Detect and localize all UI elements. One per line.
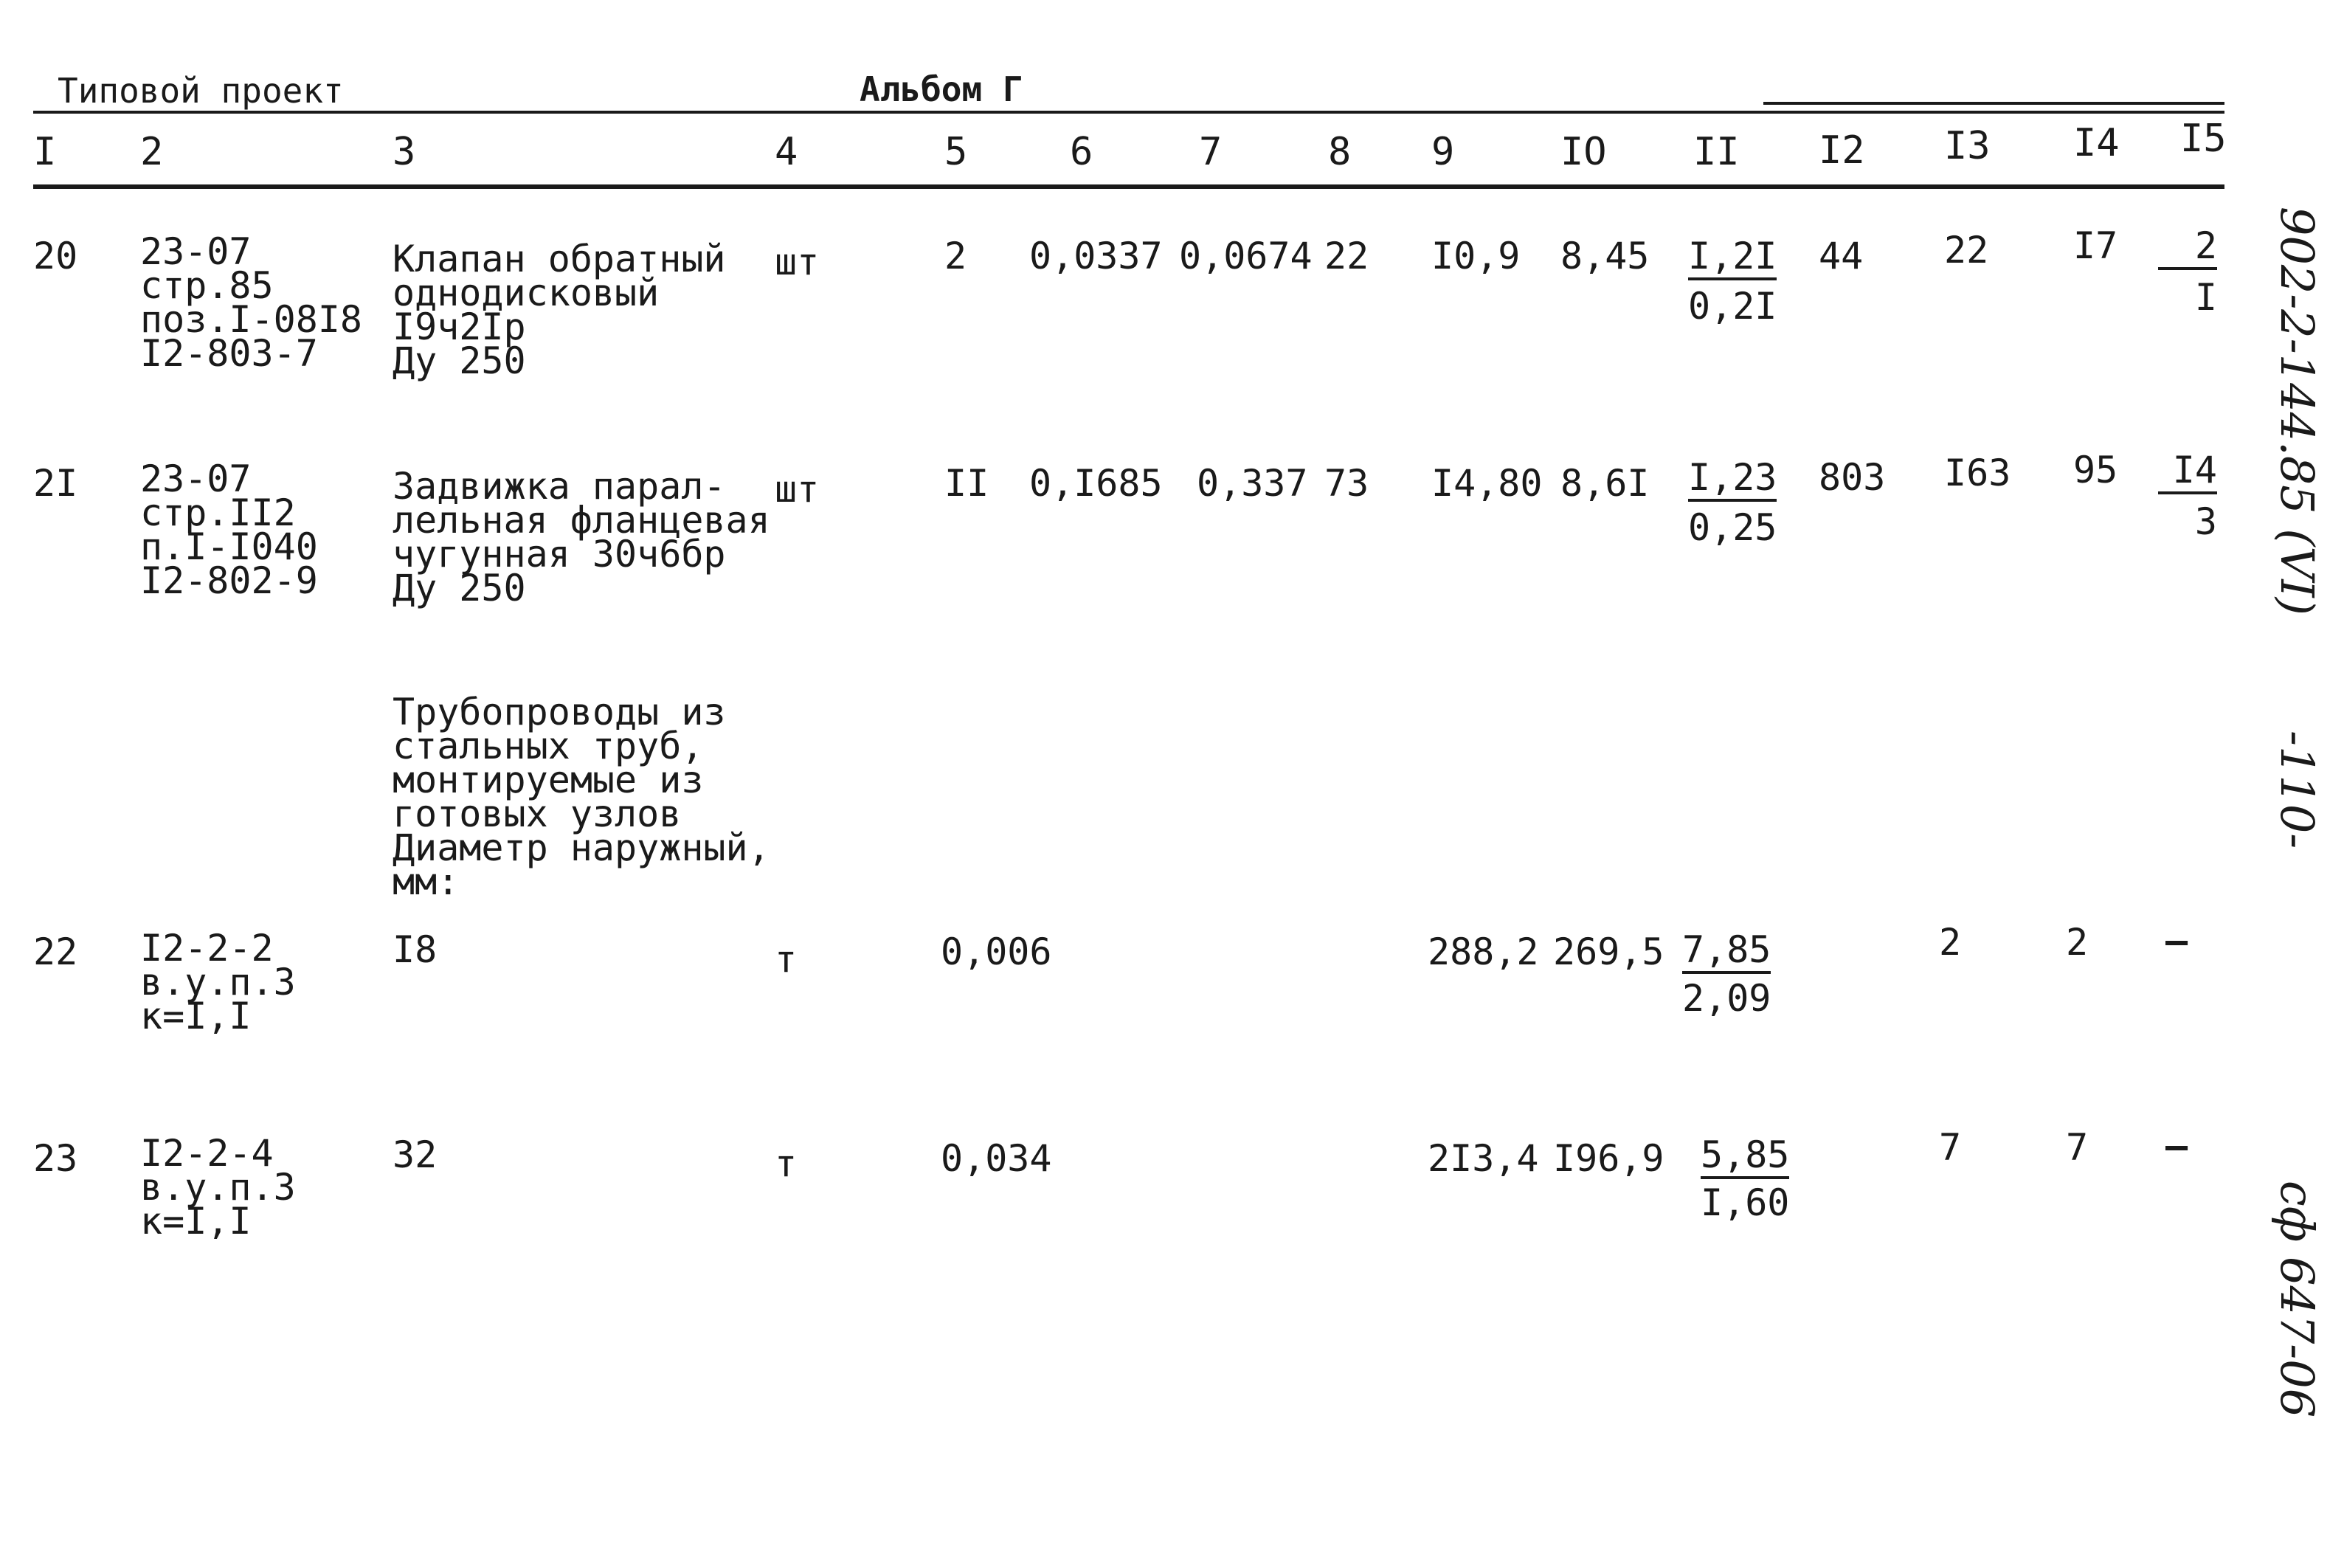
row-col6-value: 0,I685 [1029,462,1163,505]
col-7-number: 7 [1199,130,1223,174]
header-top-rule [33,111,2224,114]
col-10-number: IO [1560,130,1607,174]
col-8-number: 8 [1328,130,1352,174]
row-col9-value: 2I3,4 [1428,1137,1539,1180]
header-album-label: Альбом Г [860,69,1023,109]
row-quantity: 2 [944,235,967,277]
row-col11-numerator: I,2I [1688,238,1777,280]
row-col14-value: 2 [2066,921,2089,964]
col-5-number: 5 [944,130,968,174]
header-project-label: Типовой проект [58,71,344,111]
row-col11-denominator: 0,2I [1688,285,1777,328]
row-unit: т [775,938,798,981]
row-col7-value: 0,337 [1197,462,1308,505]
row-col8-value: 73 [1324,462,1369,505]
row-col15-dash: – [2165,1125,2188,1167]
col-3-number: 3 [393,130,416,174]
col-9-number: 9 [1431,130,1455,174]
row-col15-numerator: 2 [2158,227,2217,270]
row-description: Задвижка парал- лельная фланцевая чугунная 30ч6бр Ду 250 [393,465,770,609]
row-position: 2I [33,462,78,505]
row-col9-value: 288,2 [1428,930,1539,973]
row-col11-numerator: 7,85 [1682,931,1771,974]
col-1-number: I [33,130,57,174]
row-col9-value: I0,9 [1431,235,1521,277]
column-header-rule [33,184,2224,189]
row-position: 23 [33,1137,78,1180]
margin-stamp: сф 647-06 [2270,1181,2324,1418]
row-col10-value: I96,9 [1553,1137,1664,1180]
row-reference: I2-2-4 в.у.п.3 к=I,I [140,1132,296,1243]
col-4-number: 4 [775,130,798,174]
row-col14-value: 7 [2066,1126,2089,1169]
row-col6-value: 0,0337 [1029,235,1163,277]
row-col11-numerator: 5,85 [1701,1136,1789,1179]
row-quantity: 0,034 [941,1137,1052,1180]
row-unit: шт [775,241,820,283]
row-col7-value: 0,0674 [1179,235,1313,277]
row-reference: 23-07 стр.II2 п.I-I040 I2-802-9 [140,457,318,602]
row-col11-denominator: 2,09 [1682,977,1771,1020]
col-15-number: I5 [2180,117,2227,161]
row-col14-value: I7 [2073,224,2118,267]
row-col9-value: I4,80 [1431,462,1543,505]
section-heading: Трубопроводы из стальных труб, монтируемые из готовых узлов Диаметр наружный, мм: [393,691,770,903]
row-col13-value: 7 [1939,1126,1962,1169]
row-description: 32 [393,1133,438,1176]
col-13-number: I3 [1944,124,1991,168]
row-col15-denominator: I [2194,276,2217,319]
row-col15-dash: – [2165,919,2188,962]
row-quantity: 0,006 [941,930,1052,973]
margin-page-number: -110- [2270,731,2324,849]
col-2-number: 2 [140,130,164,174]
col-14-number: I4 [2073,121,2120,165]
row-unit: шт [775,468,820,511]
header-top-rule-right [1763,102,2224,105]
row-position: 22 [33,930,78,973]
row-col12-value: 44 [1819,235,1864,277]
col-12-number: I2 [1819,128,1865,173]
row-col15-denominator: 3 [2194,500,2217,543]
row-col14-value: 95 [2073,449,2118,491]
row-unit: т [775,1142,798,1185]
row-col11-numerator: I,23 [1688,459,1777,502]
col-11-number: II [1693,130,1740,174]
row-col15-numerator: I4 [2158,452,2217,494]
row-col12-value: 803 [1819,456,1886,499]
row-reference: I2-2-2 в.у.п.3 к=I,I [140,927,296,1037]
row-col13-value: 22 [1944,229,1989,272]
row-col10-value: 269,5 [1553,930,1664,973]
row-col10-value: 8,45 [1560,235,1650,277]
row-col13-value: 2 [1939,921,1962,964]
row-reference: 23-07 стр.85 поз.I-08I8 I2-803-7 [140,230,363,375]
row-description: Клапан обратный однодисковый I9ч2Iр Ду 250 [393,238,726,382]
row-col11-denominator: 0,25 [1688,506,1777,549]
row-col10-value: 8,6I [1560,462,1650,505]
margin-doc-code: 902-2-144.85 (VI) [2270,207,2324,615]
row-quantity: II [944,462,989,505]
row-position: 20 [33,235,78,277]
row-col11-denominator: I,60 [1701,1181,1790,1224]
col-6-number: 6 [1070,130,1093,174]
row-description: I8 [393,928,438,971]
row-col13-value: I63 [1944,452,2011,494]
row-col8-value: 22 [1324,235,1369,277]
